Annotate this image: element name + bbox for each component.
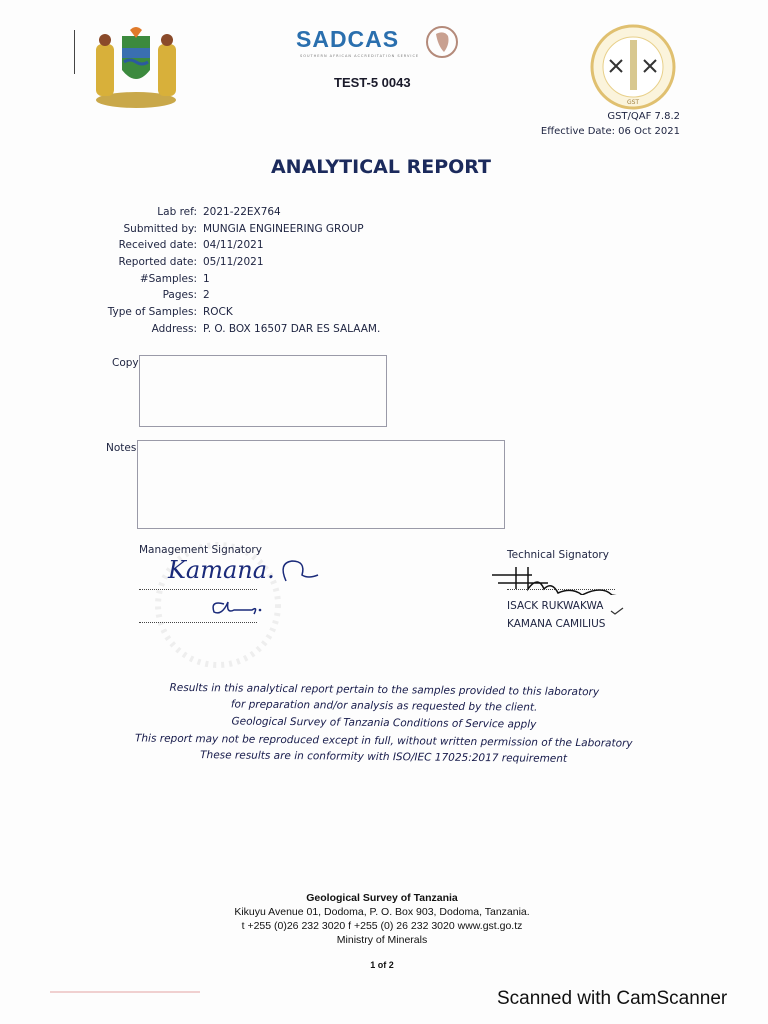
field-value: MUNGIA ENGINEERING GROUP xyxy=(203,223,364,235)
disclaimer-line: These results are in conformity with ISO/IEC 17025:2017 requirement xyxy=(200,749,568,765)
field-value: 1 xyxy=(203,273,210,285)
svg-text:GST: GST xyxy=(626,99,640,106)
disclaimer-line: Results in this analytical report pertain to the samples provided to this laboratory xyxy=(169,681,600,699)
scan-edge xyxy=(50,991,200,993)
technical-signatory-name: ISACK RUKWAKWA xyxy=(507,600,604,612)
field-label: Pages: xyxy=(162,289,197,301)
field-value: ROCK xyxy=(203,306,233,318)
notes-label: Notes xyxy=(106,442,137,454)
field-label: Type of Samples: xyxy=(107,306,197,318)
field-label: Lab ref: xyxy=(157,206,197,218)
field-label: Reported date: xyxy=(118,256,197,268)
field-value: 2021-22EX764 xyxy=(203,206,281,218)
footer-org: Geological Survey of Tanzania xyxy=(306,892,458,904)
field-value: 04/11/2021 xyxy=(203,239,264,251)
field-value: 2 xyxy=(203,289,210,301)
disclaimer-line: for preparation and/or analysis as requested by the client. xyxy=(230,698,538,714)
page-number: 1 of 2 xyxy=(370,960,394,970)
disclaimer-line: This report may not be reproduced except in full, without written permission of the Laboratory xyxy=(134,732,633,750)
sadcas-subtitle: SOUTHERN AFRICAN ACCREDITATION SERVICE xyxy=(300,54,420,58)
accreditation-number: TEST-5 0043 xyxy=(334,75,411,90)
field-label: Submitted by: xyxy=(123,223,197,235)
management-signature: Kamana. xyxy=(168,556,275,584)
footer-contact: t +255 (0)26 232 3020 f +255 (0) 26 232 3020 www.gst.go.tz xyxy=(241,920,523,932)
management-signatory-label: Management Signatory xyxy=(139,544,262,556)
field-value: P. O. BOX 16507 DAR ES SALAAM. xyxy=(203,323,381,335)
management-signatory-name: KAMANA CAMILIUS xyxy=(507,618,606,630)
field-label: Received date: xyxy=(118,239,197,251)
field-label: Address: xyxy=(151,323,197,335)
disclaimer-line: Geological Survey of Tanzania Conditions of Service apply xyxy=(231,715,537,731)
copy-label: Copy xyxy=(112,357,139,369)
technical-signatory-label: Technical Signatory xyxy=(507,549,609,561)
report-title: ANALYTICAL REPORT xyxy=(270,156,492,178)
effective-date: Effective Date: 06 Oct 2021 xyxy=(540,126,680,137)
field-value: 05/11/2021 xyxy=(203,256,264,268)
footer-ministry: Ministry of Minerals xyxy=(336,934,428,946)
field-label: #Samples: xyxy=(139,273,197,285)
footer-address: Kikuyu Avenue 01, Dodoma, P. O. Box 903, Dodoma, Tanzania. xyxy=(234,906,530,918)
camscanner-watermark: Scanned with CamScanner xyxy=(497,988,728,1009)
form-code: GST/QAF 7.8.2 xyxy=(607,111,680,122)
sadcas-logo: SADCAS xyxy=(296,26,400,52)
